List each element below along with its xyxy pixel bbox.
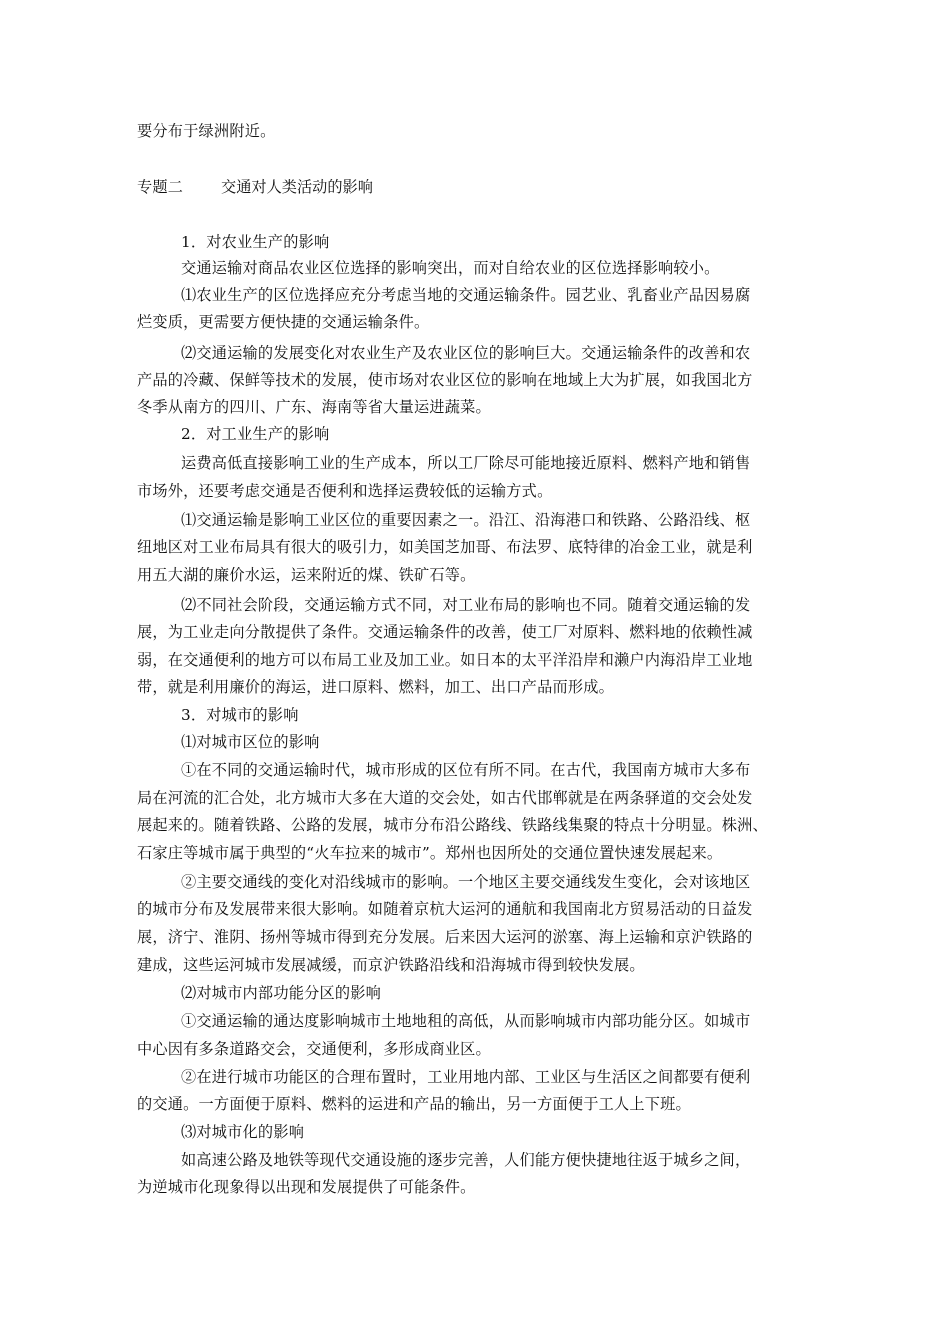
paragraph-line: 建成，这些运河城市发展减缓，而京沪铁路沿线和沿海城市得到较快发展。 xyxy=(137,956,645,974)
heading-industry: 2．对工业生产的影响 xyxy=(181,425,330,443)
paragraph-line: ①在不同的交通运输时代，城市形成的区位有所不同。在古代，我国南方城市大多布 xyxy=(181,761,751,779)
paragraph-line: 的交通。一方面便于原料、燃料的运进和产品的输出，另一方面便于工人上下班。 xyxy=(137,1095,691,1113)
subheading: ⑵对城市内部功能分区的影响 xyxy=(181,984,382,1002)
paragraph-line: ⑴农业生产的区位选择应充分考虑当地的交通运输条件。园艺业、乳畜业产品因易腐 xyxy=(181,286,751,304)
paragraph-line: 运费高低直接影响工业的生产成本，所以工厂除尽可能地接近原料、燃料产地和销售 xyxy=(181,454,751,472)
paragraph-line: 展起来的。随着铁路、公路的发展，城市分布沿公路线、铁路线集聚的特点十分明显。株洲、 xyxy=(137,816,768,834)
paragraph-line: ②主要交通线的变化对沿线城市的影响。一个地区主要交通线发生变化，会对该地区 xyxy=(181,873,751,891)
paragraph-line: 市场外，还要考虑交通是否便利和选择运费较低的运输方式。 xyxy=(137,482,553,500)
paragraph-line: 产品的冷藏、保鲜等技术的发展，使市场对农业区位的影响在地域上大为扩展，如我国北方 xyxy=(137,371,753,389)
paragraph-line: 展，济宁、淮阴、扬州等城市得到充分发展。后来因大运河的淤塞、海上运输和京沪铁路的 xyxy=(137,928,753,946)
section-title: 交通对人类活动的影响 xyxy=(221,178,373,196)
paragraph-line: 冬季从南方的四川、广东、海南等省大量运进蔬菜。 xyxy=(137,398,491,416)
paragraph-line: 纽地区对工业布局具有很大的吸引力，如美国芝加哥、布法罗、底特律的冶金工业，就是利 xyxy=(137,538,753,556)
paragraph-line: ⑵不同社会阶段，交通运输方式不同，对工业布局的影响也不同。随着交通运输的发 xyxy=(181,596,751,614)
paragraph-line: 的城市分布及发展带来很大影响。如随着京杭大运河的通航和我国南北方贸易活动的日益发 xyxy=(137,900,753,918)
paragraph-line: 弱，在交通便利的地方可以布局工业及加工业。如日本的太平洋沿岸和濑户内海沿岸工业地 xyxy=(137,651,753,669)
heading-city: 3．对城市的影响 xyxy=(181,706,299,724)
paragraph-line: ①交通运输的通达度影响城市土地地租的高低，从而影响城市内部功能分区。如城市 xyxy=(181,1012,751,1030)
carryover-line: 要分布于绿洲附近。 xyxy=(137,122,276,140)
paragraph-line: 带，就是利用廉价的海运，进口原料、燃料，加工、出口产品而形成。 xyxy=(137,678,615,696)
paragraph-line: 中心因有多条道路交会，交通便利，多形成商业区。 xyxy=(137,1040,491,1058)
paragraph-line: 烂变质，更需要方便快捷的交通运输条件。 xyxy=(137,313,430,331)
paragraph-line: ②在进行城市功能区的合理布置时，工业用地内部、工业区与生活区之间都要有便利 xyxy=(181,1068,751,1086)
paragraph-line: 如高速公路及地铁等现代交通设施的逐步完善，人们能方便快捷地往返于城乡之间， xyxy=(181,1151,751,1169)
section-label: 专题二 xyxy=(137,178,184,196)
paragraph-line: 局在河流的汇合处，北方城市大多在大道的交会处，如古代邯郸就是在两条驿道的交会处发 xyxy=(137,789,753,807)
subheading: ⑴对城市区位的影响 xyxy=(181,733,320,751)
paragraph-line: 展，为工业走向分散提供了条件。交通运输条件的改善，使工厂对原料、燃料地的依赖性减 xyxy=(137,623,753,641)
subheading: ⑶对城市化的影响 xyxy=(181,1123,305,1141)
paragraph-line: 石家庄等城市属于典型的“火车拉来的城市”。郑州也因所处的交通位置快速发展起来。 xyxy=(137,844,723,862)
paragraph-line: ⑵交通运输的发展变化对农业生产及农业区位的影响巨大。交通运输条件的改善和农 xyxy=(181,344,751,362)
paragraph-line: 用五大湖的廉价水运，运来附近的煤、铁矿石等。 xyxy=(137,566,476,584)
paragraph-line: ⑴交通运输是影响工业区位的重要因素之一。沿江、沿海港口和铁路、公路沿线、枢 xyxy=(181,511,751,529)
heading-agriculture: 1．对农业生产的影响 xyxy=(181,233,330,251)
paragraph-line: 为逆城市化现象得以出现和发展提供了可能条件。 xyxy=(137,1178,476,1196)
paragraph-line: 交通运输对商品农业区位选择的影响突出，而对自给农业的区位选择影响较小。 xyxy=(181,259,720,277)
